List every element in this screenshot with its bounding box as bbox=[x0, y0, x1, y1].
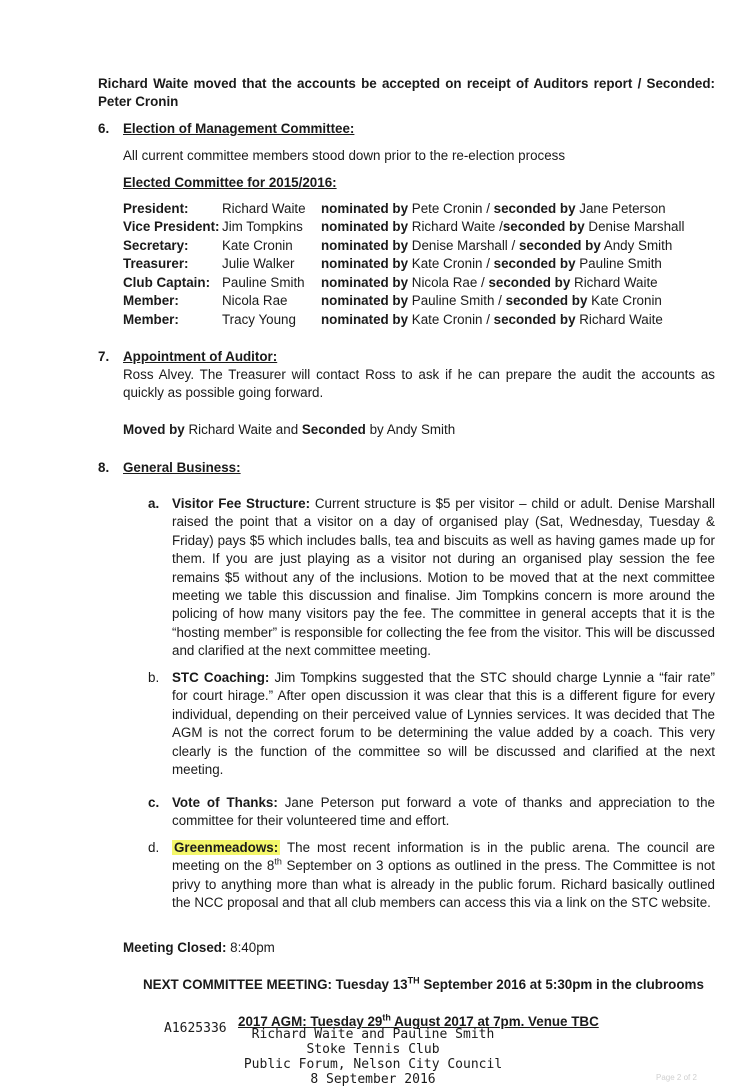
committee-nomination: nominated by Pete Cronin / seconded by Jane Peterson bbox=[321, 201, 666, 216]
elected-committee-heading: Elected Committee for 2015/2016: bbox=[123, 175, 337, 190]
footer-line-3: Public Forum, Nelson City Council bbox=[243, 1057, 503, 1072]
committee-name: Tracy Young bbox=[222, 312, 296, 327]
committee-name: Nicola Rae bbox=[222, 293, 288, 308]
committee-role: President: bbox=[123, 201, 189, 216]
highlighted-title: Greenmeadows: bbox=[174, 840, 279, 855]
item-d-letter: d. bbox=[148, 840, 160, 855]
committee-nomination: nominated by Nicola Rae / seconded by Richard Waite bbox=[321, 275, 658, 290]
document-id: A1625336 bbox=[164, 1021, 227, 1036]
committee-nomination: nominated by Richard Waite /seconded by Denise Marshall bbox=[321, 219, 685, 234]
footer-line-2: Stoke Tennis Club bbox=[306, 1042, 440, 1057]
section-6-heading: Election of Management Committee: bbox=[123, 121, 355, 136]
committee-role: Secretary: bbox=[123, 238, 189, 253]
committee-name: Kate Cronin bbox=[222, 238, 293, 253]
page-marker: Page 2 of 2 bbox=[656, 1073, 697, 1082]
item-b-letter: b. bbox=[148, 670, 160, 685]
committee-name: Jim Tompkins bbox=[222, 219, 303, 234]
committee-role: Club Captain: bbox=[123, 275, 211, 290]
item-d-paragraph: Greenmeadows: The most recent information is in the public arena. The council are meeting on the 8th September on 3 options as outlined in the press. The Committee is not privy to anything more than what is already in the public forum. Richard basically outlined the NCC proposal and that all club members can access this via a link on the STC website. bbox=[172, 840, 715, 911]
section-8-number: 8. bbox=[98, 460, 110, 475]
accounts-motion: Richard Waite moved that the accounts be accepted on receipt of Auditors report / Seconded: Peter Cronin bbox=[98, 76, 715, 110]
footer-stamp bbox=[238, 1027, 508, 1087]
section-6-number: 6. bbox=[98, 121, 110, 136]
item-c-letter: c. bbox=[148, 795, 160, 810]
committee-role: Member: bbox=[123, 293, 179, 308]
footer-line-4: 8 September 2016 bbox=[310, 1072, 436, 1087]
section-7-heading: Appointment of Auditor: bbox=[123, 349, 278, 364]
section-7-text: Ross Alvey. The Treasurer will contact Ross to ask if he can prepare the audit the accounts as quickly as possible going forward. bbox=[123, 367, 715, 401]
meeting-closed: Meeting Closed: 8:40pm bbox=[123, 940, 275, 955]
item-c-paragraph: Vote of Thanks: Jane Peterson put forward a vote of thanks and appreciation to the committee for their volunteered time and effort. bbox=[172, 795, 715, 829]
item-b-paragraph: STC Coaching: Jim Tompkins suggested that the STC should charge Lynnie a “fair rate” for court hirage.” After open discussion it was clear that this is a different figure for every individual, depending on their perceived value of Lynnies services. It was decided that The AGM is not the correct forum to be determining the value added by a coach. This very clearly is the function of the committee so will be discussed and clarified at the next meeting. bbox=[172, 670, 715, 778]
committee-nomination: nominated by Kate Cronin / seconded by Pauline Smith bbox=[321, 256, 662, 271]
section-7-moved: Moved by Richard Waite and Seconded by Andy Smith bbox=[123, 422, 456, 437]
footer-line-1: Richard Waite and Pauline Smith bbox=[251, 1027, 495, 1042]
item-a-letter: a. bbox=[148, 496, 160, 511]
next-meeting: NEXT COMMITTEE MEETING: Tuesday 13TH September 2016 at 5:30pm in the clubrooms bbox=[143, 975, 704, 992]
committee-role: Treasurer: bbox=[123, 256, 189, 271]
item-a-paragraph: Visitor Fee Structure: Current structure is $5 per visitor – child or adult. Denise Marshall raised the point that a visitor on a day of organised play (Sat, Wednesday, Tuesday & Friday) pays $5 which includes balls, tea and biscuits as well as having games made up for them. If you are just playing as a visitor not during an organised play session the fee remains $5 without any of the inclusions. Motion to be moved that at the next committee meeting we table this discussion and finalise. Jim Tompkins concern is more around the policing of how many visitors pay the fee. The committee in general accepts that it is the “hosting member” is responsible for collecting the fee from the visitor. This will be discussed and clarified at the next committee meeting. bbox=[172, 496, 715, 659]
committee-name: Pauline Smith bbox=[222, 275, 305, 290]
committee-nomination: nominated by Kate Cronin / seconded by Richard Waite bbox=[321, 312, 663, 327]
committee-name: Julie Walker bbox=[222, 256, 295, 271]
committee-name: Richard Waite bbox=[222, 201, 306, 216]
committee-nomination: nominated by Denise Marshall / seconded by Andy Smith bbox=[321, 238, 673, 253]
agm-line: 2017 AGM: Tuesday 29th August 2017 at 7pm. Venue TBC bbox=[238, 1012, 599, 1029]
committee-role: Member: bbox=[123, 312, 179, 327]
committee-role: Vice President: bbox=[123, 219, 220, 234]
section-6-intro: All current committee members stood down prior to the re-election process bbox=[123, 148, 566, 163]
section-7-number: 7. bbox=[98, 349, 110, 364]
committee-nomination: nominated by Pauline Smith / seconded by Kate Cronin bbox=[321, 293, 662, 308]
section-8-heading: General Business: bbox=[123, 460, 241, 475]
